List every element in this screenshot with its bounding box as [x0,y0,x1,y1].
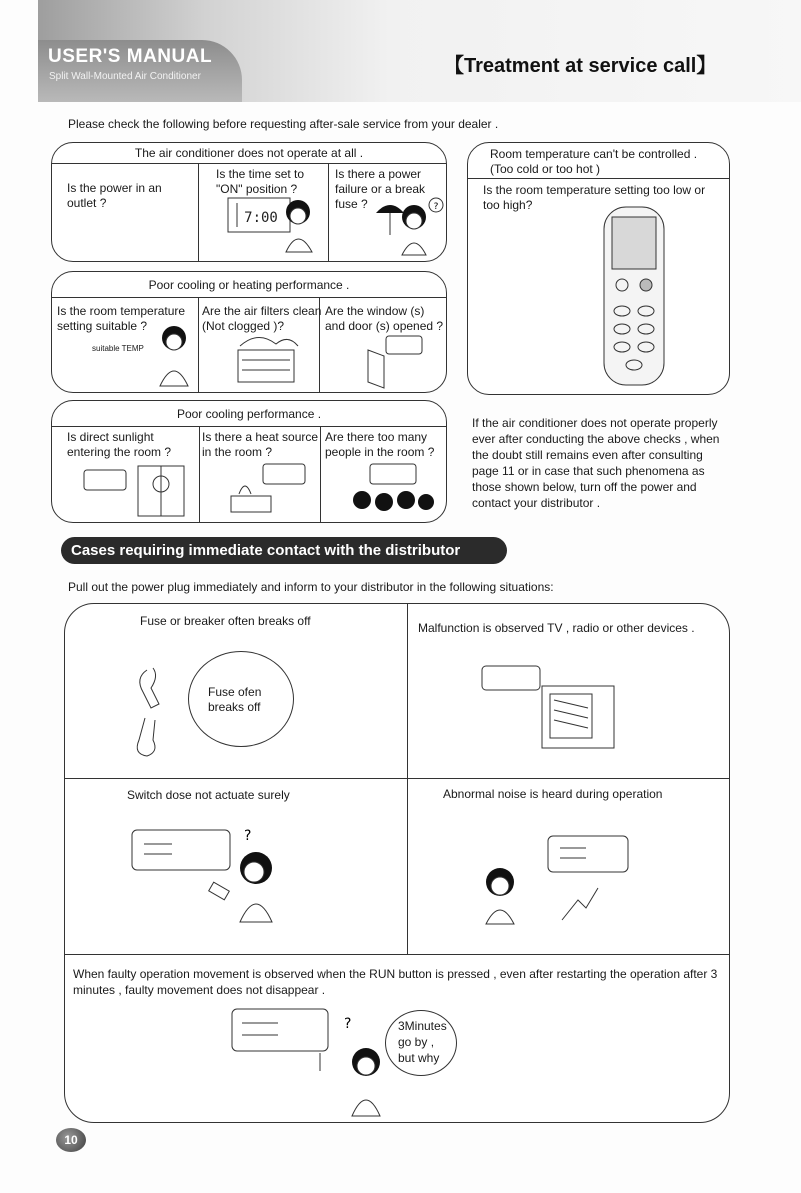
room-temp-box [467,142,730,395]
cell-many-people: Are there too many people in the room ? [325,430,435,459]
side-note: If the air conditioner does not operate properly ever after conducting the above checks , when the doubt still remains even after consulting page 11 or in case that such phenomena as those shown below, turn off the power and contact your distributor . [472,416,720,510]
fuse-wrench-icon [125,660,185,760]
sunlight-window-icon [80,462,188,520]
cell-power-failure: Is there a power failure or a break fuse ? [335,167,426,211]
cases-banner: Cases requiring immediate contact with the distributor [61,537,507,564]
confused-girl-icon [340,1012,390,1118]
cell-sunlight: Is direct sunlight entering the room ? [67,430,172,459]
manual-title: USER'S MANUAL [48,46,213,67]
section-title: 【Treatment at service call】 [444,55,717,77]
intro-text: Please check the following before requesting after-sale service from your dealer . [68,117,499,131]
case-malfunction-label: Malfunction is observed TV , radio or other devices . [418,621,695,635]
cell-temp-setting: Is the room temperature setting suitable ? [57,304,186,333]
remote-control-illustration [600,205,668,389]
svg-text:?: ? [433,202,439,212]
girl-with-timer-icon [276,196,324,258]
tv-interference-icon [478,660,618,752]
box-title: Poor cooling or heating performance . [148,278,350,292]
manual-subtitle: Split Wall-Mounted Air Conditioner [49,71,201,82]
switch-girl-icon [128,822,288,924]
svg-text:?: ? [344,1016,352,1032]
faulty-ac-icon [228,1003,332,1073]
case-faulty-label: When faulty operation movement is observed when the RUN button is pressed , even after restarting the operation after 3 minutes , faulty movement does not disappear . [73,967,718,997]
noise-girl-icon [482,830,632,926]
cell-filters: Are the air filters clean (Not clogged )? [202,304,322,333]
room-temp-question: Is the room temperature setting too low or too high? [483,183,706,212]
dirty-filter-icon [228,330,306,390]
cell-timer-on: Is the time set to "ON" position ? [216,167,305,196]
open-window-icon [362,330,426,390]
heat-source-icon [225,460,309,518]
svg-text:?: ? [244,828,252,844]
suitable-temp-label: suitable TEMP [92,344,144,353]
page-number: 10 [56,1128,86,1152]
case-fuse-label: Fuse or breaker often breaks off [140,614,311,628]
case-noise-label: Abnormal noise is heard during operation [443,787,663,801]
cell-heat-source: Is there a heat source in the room ? [202,430,319,459]
room-temp-title: Room temperature can't be controlled . [490,147,698,161]
girl-with-umbrella-icon [366,195,446,257]
timer-display-text: 7:00 [244,210,278,226]
cell-window-door: Are the window (s) and door (s) opened ? [325,304,444,333]
room-temp-subtitle: (Too cold or too hot ) [490,162,601,176]
box-title: The air conditioner does not operate at all . [134,146,364,160]
girl-with-remote-icon [148,322,198,390]
cell-power-outlet: Is the power in an outlet ? [67,181,162,210]
crowded-room-icon [340,460,436,522]
case-switch-label: Switch dose not actuate surely [127,788,290,802]
box-title: Poor cooling performance . [176,407,322,421]
fuse-bubble-text: Fuse ofen breaks off [208,685,262,714]
faulty-bubble-text: 3Minutes go by , but why [398,1019,447,1065]
pull-out-text: Pull out the power plug immediately and inform to your distributor in the following situations: [68,580,554,594]
